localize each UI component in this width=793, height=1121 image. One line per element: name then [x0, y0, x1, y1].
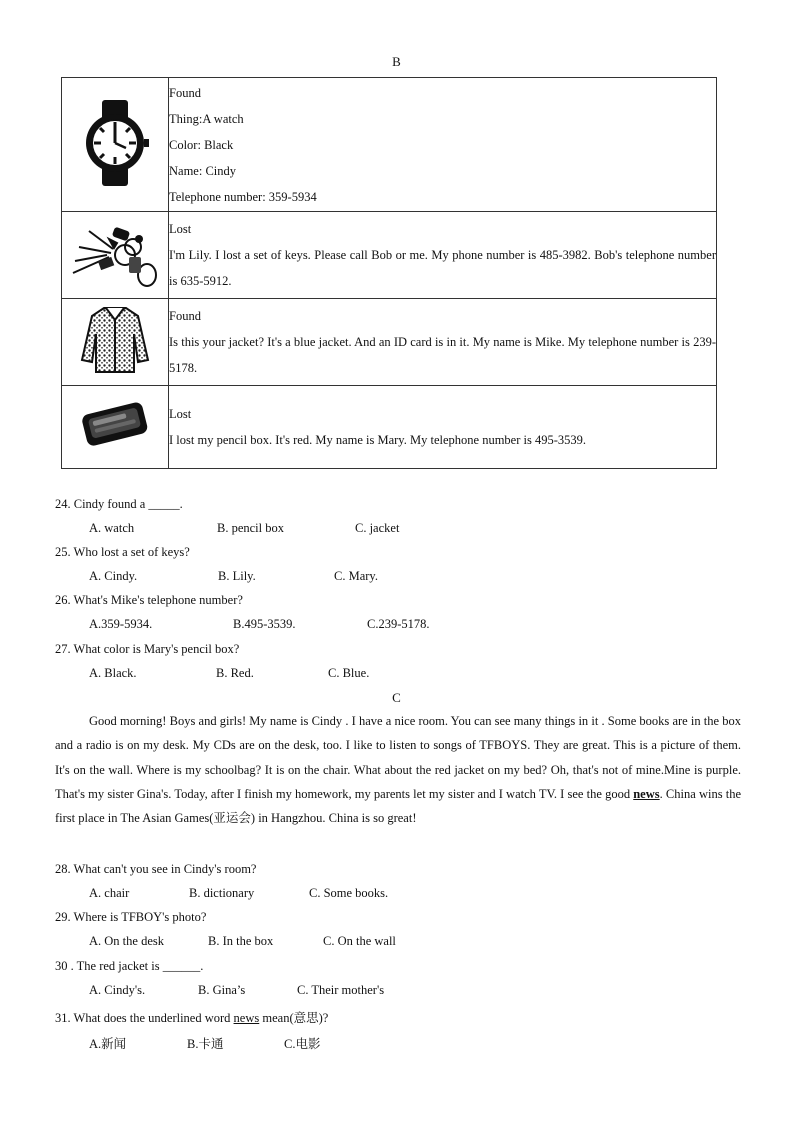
notice-row-keys: [62, 212, 717, 299]
section-b-heading: B: [392, 54, 401, 69]
notice-heading: Lost: [169, 222, 192, 236]
notice-text-cell: [169, 78, 717, 212]
option-a: A.359-5934.: [89, 617, 153, 631]
option-a: A. Black.: [89, 666, 137, 680]
question-25: 25. Who lost a set of keys?: [55, 545, 190, 559]
option-a: A. chair: [89, 886, 130, 900]
question-31: 31. What does the underlined word news mean(意思)?: [55, 1011, 329, 1025]
notice-row-watch: [62, 78, 717, 212]
option-c: C. jacket: [355, 521, 400, 535]
question-30: 30 . The red jacket is ______.: [55, 959, 204, 973]
option-b: B. pencil box: [217, 521, 285, 535]
option-a: A. Cindy's.: [89, 983, 146, 997]
notice-line: Is this your jacket? It's a blue jacket. And an ID card is in it. My name is Mike. My telephone number is 239-5178.: [169, 335, 716, 375]
notice-line: I lost my pencil box. It's red. My name is Mary. My telephone number is 495-3539.: [169, 433, 586, 447]
option-c: C. Some books.: [309, 886, 389, 900]
option-a: A. Cindy.: [89, 569, 138, 583]
notice-image-cell: [62, 212, 169, 299]
notice-image-cell: [62, 299, 169, 386]
lost-found-table: [61, 77, 717, 469]
passage-text: Good morning! Boys and girls! My name is Cindy . I have a nice room. You can see many things in it . Some books are in the box and a radio is on my desk. My CDs are on the desk, too. I like to listen to songs of TFBOYS. They are great. This is a picture of them. It's on the wall. Where is my schoolbag? It is on the chair. What about the red jacket on my bed? Oh, that's not of mine.Mine is purple. That's my sister Gina's. Today, after I finish my homework, my parents let my sister and I watch TV. I see the good: [55, 714, 741, 801]
question-28: 28. What can't you see in Cindy's room?: [55, 862, 257, 876]
notice-line: Thing:A watch: [169, 111, 244, 126]
notice-line: I'm Lily. I lost a set of keys. Please call Bob or me. My phone number is 485-3982. Bob's telephone number is 635-5912.: [169, 248, 716, 288]
notice-line: Color: Black: [169, 137, 234, 152]
passage-text: . China wins the first place in The Asian Games(亚运会) in Hangzhou. China is so great!: [55, 786, 741, 826]
option-c: C. Their mother's: [297, 983, 385, 997]
underlined-word: news: [633, 786, 660, 801]
option-b: B. Red.: [216, 666, 254, 680]
watch-icon: [80, 98, 150, 188]
question-26: 26. What's Mike's telephone number?: [55, 593, 243, 607]
option-c: C. Blue.: [328, 666, 370, 680]
option-b: B. In the box: [208, 934, 274, 948]
option-b: B.卡通: [187, 1037, 224, 1051]
option-b: B. dictionary: [189, 886, 255, 900]
notice-text-cell: [169, 386, 717, 469]
underlined-word: news: [233, 1011, 260, 1025]
notice-heading: Found: [169, 309, 201, 323]
notice-image-cell: [62, 78, 169, 212]
notice-line: Name: Cindy: [169, 163, 237, 178]
option-c: C.电影: [284, 1037, 321, 1051]
reading-passage: [55, 709, 741, 830]
notice-row-pencil-box: [62, 386, 717, 469]
pencil-box-icon: [78, 398, 152, 452]
notice-heading: Lost: [169, 407, 192, 421]
option-b: B. Gina’s: [198, 983, 246, 997]
option-a: A. On the desk: [89, 934, 164, 948]
notice-heading: Found: [169, 85, 201, 100]
jacket-icon: [78, 304, 152, 376]
option-a: A.新闻: [89, 1037, 127, 1051]
option-a: A. watch: [89, 521, 135, 535]
notice-text-cell: [169, 299, 717, 386]
section-c-heading: C: [392, 690, 401, 705]
option-b: B. Lily.: [218, 569, 256, 583]
question-24: 24. Cindy found a _____.: [55, 497, 183, 511]
notice-image-cell: [62, 386, 169, 469]
notice-text-cell: [169, 212, 717, 299]
notice-line: Telephone number: 359-5934: [169, 189, 317, 204]
option-c: C.239-5178.: [367, 617, 430, 631]
question-27: 27. What color is Mary's pencil box?: [55, 642, 240, 656]
notice-row-jacket: [62, 299, 717, 386]
option-b: B.495-3539.: [233, 617, 296, 631]
option-c: C. Mary.: [334, 569, 378, 583]
keys-icon: [69, 217, 161, 289]
question-29: 29. Where is TFBOY's photo?: [55, 910, 207, 924]
option-c: C. On the wall: [323, 934, 396, 948]
